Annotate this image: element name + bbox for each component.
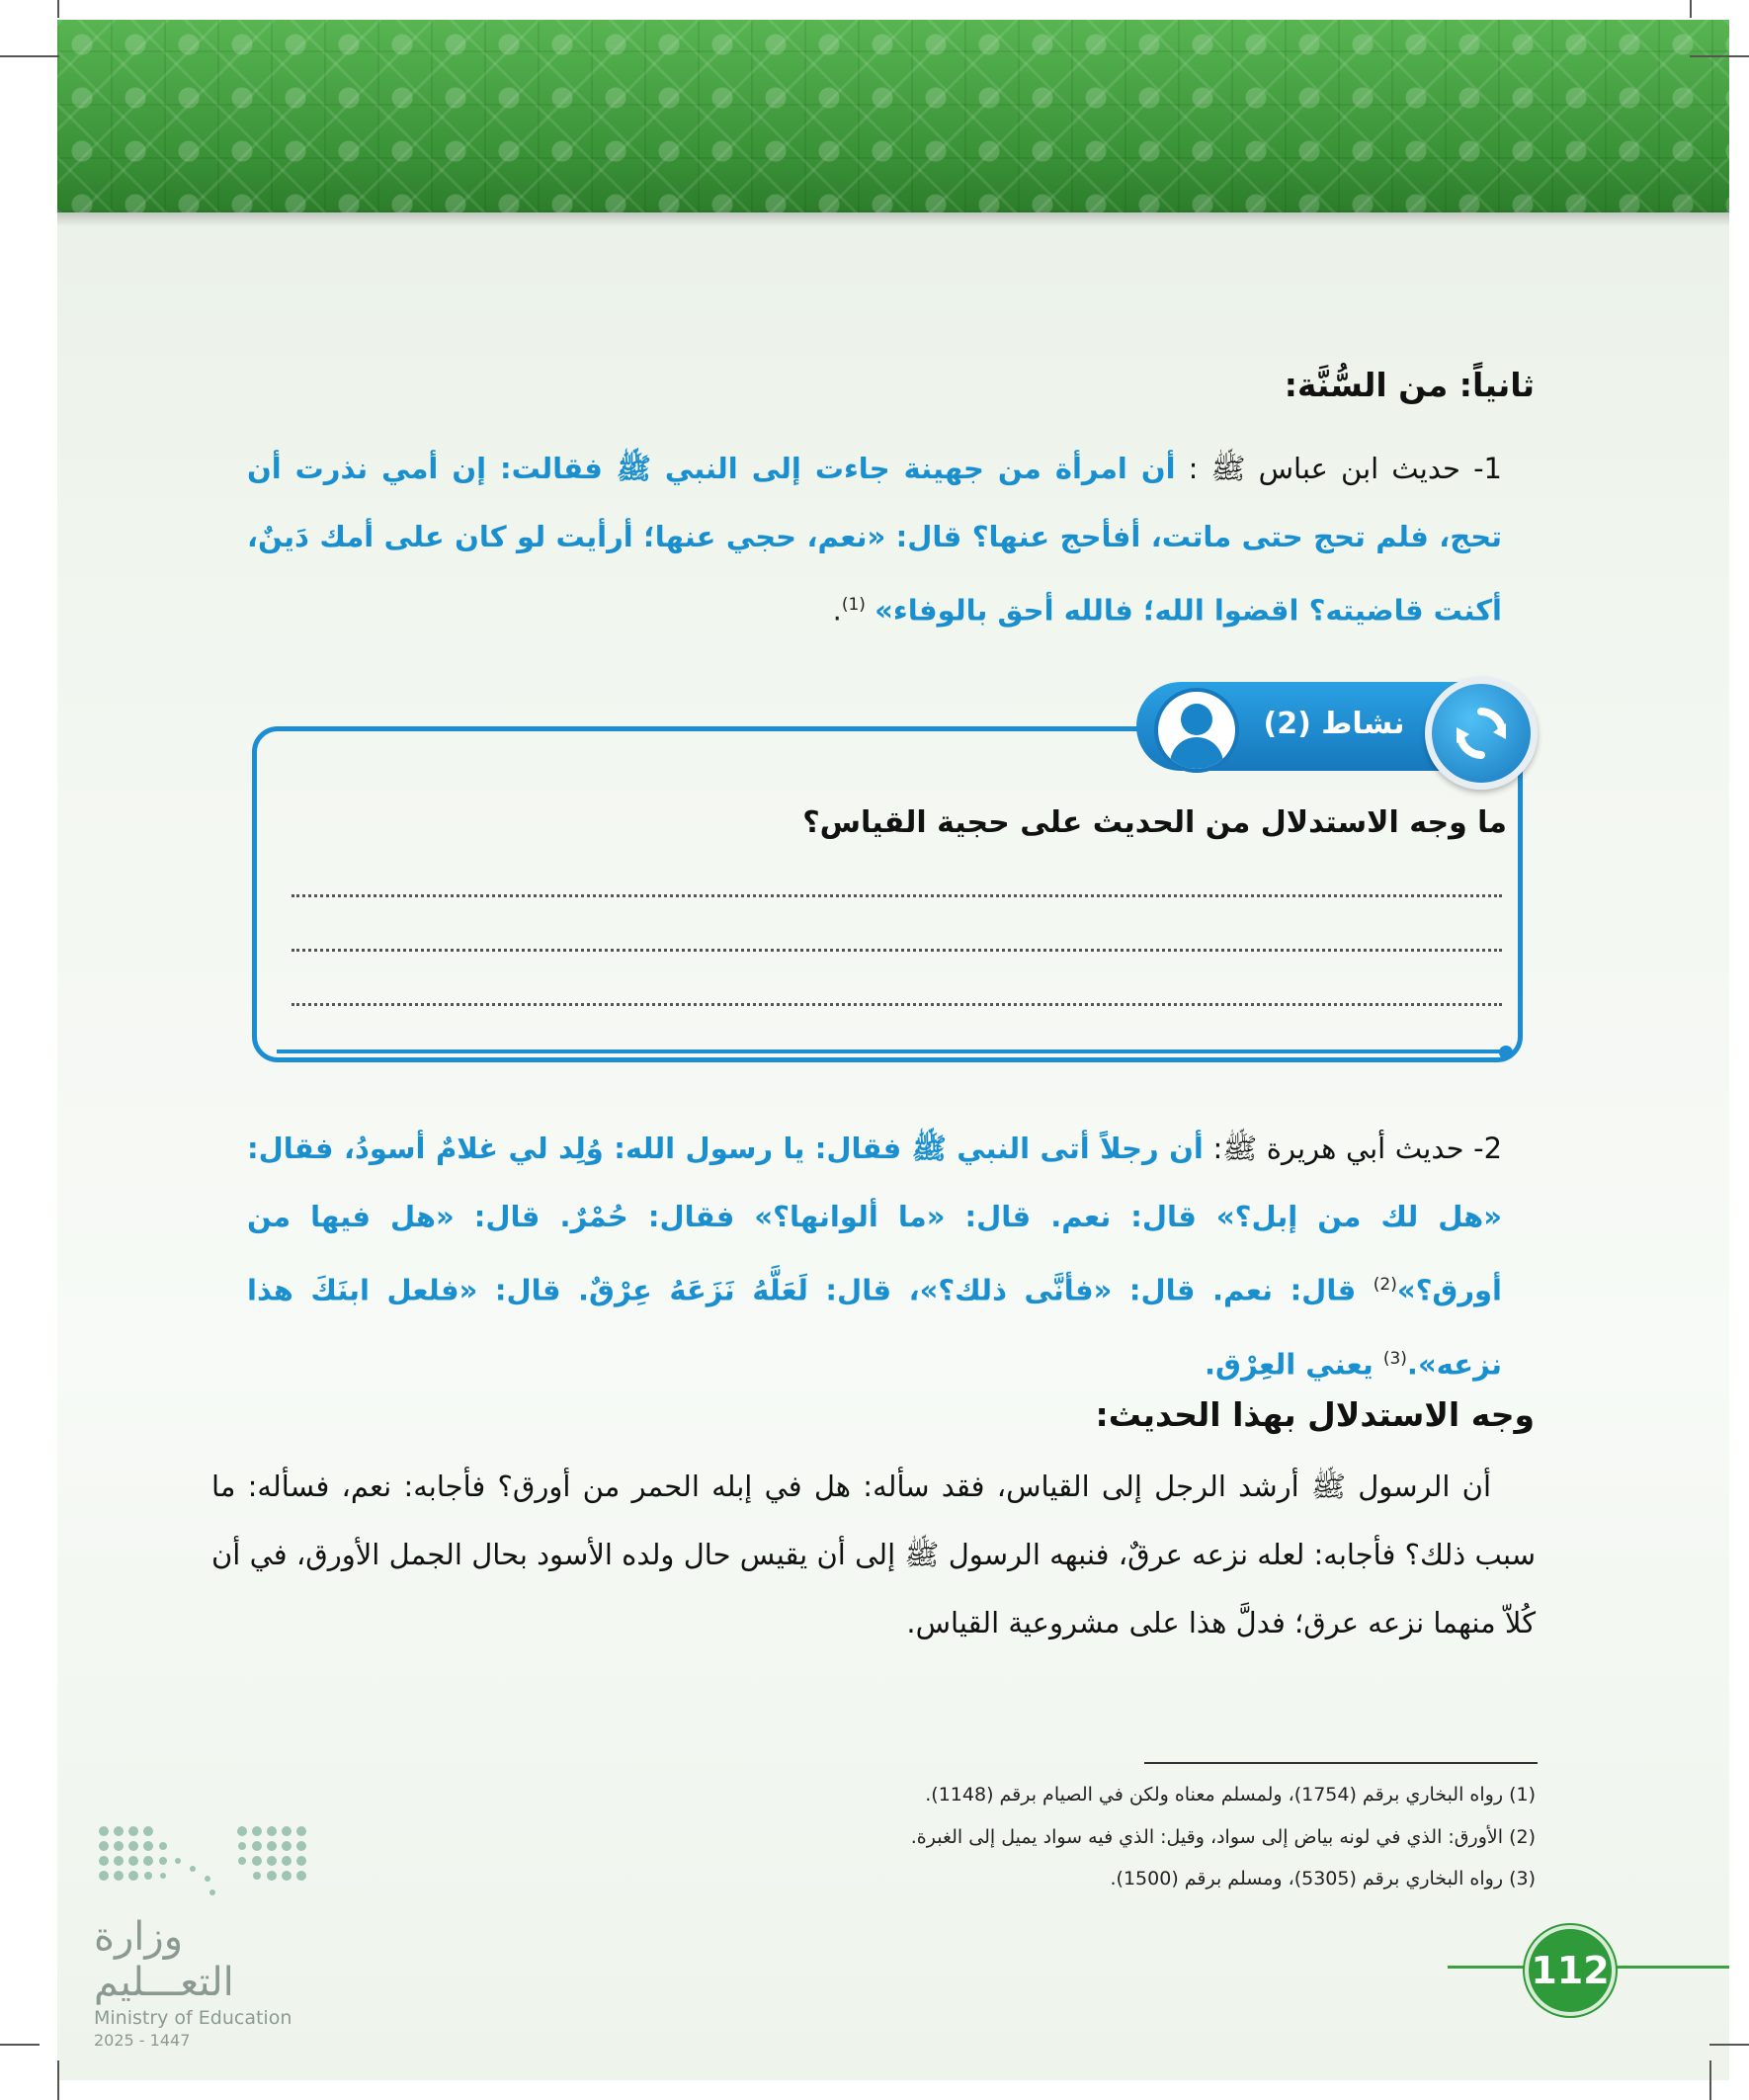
banner-shadow (57, 212, 1729, 226)
hadith-1-intro: حديث ابن عباس ﷺ : (1175, 452, 1460, 485)
footnote-1 (925, 1784, 1536, 1806)
hadith-1-end: . (832, 593, 842, 628)
hadith-1-number: 1- (1459, 452, 1502, 485)
footnote-num: (3) (1509, 1868, 1536, 1890)
crop-mark (1690, 0, 1692, 18)
ministry-arabic-name: وزارة التعـــليم (94, 1914, 234, 2005)
user-avatar-icon (1154, 688, 1239, 773)
footnote-3 (1111, 1868, 1537, 1890)
crop-mark (1709, 2044, 1749, 2046)
footnote-separator (1144, 1762, 1538, 1764)
hadith-2-text-b: قال: نعم. قال: «فأنَّى ذلك؟»، قال: لَعَلَّهُ نَزَعَهُ عِرْقٌ. قال: «فلعل ابنَكَ هذا نزعه». (247, 1273, 1502, 1382)
hadith-2-text-c: يعني العِرْق. (1205, 1347, 1383, 1382)
ministry-dots-logo-icon (94, 1821, 311, 1900)
crop-mark (1690, 55, 1749, 57)
footnote-ref-3[interactable]: (3) (1382, 1348, 1407, 1369)
footnote-num: (2) (1509, 1826, 1536, 1848)
header-banner (57, 20, 1729, 212)
hadith-2-intro: حديث أبي هريرة ﷺ: (1203, 1132, 1464, 1165)
page-number-line-right (1616, 1966, 1729, 1969)
footnote-2 (911, 1826, 1536, 1848)
crop-mark (0, 2044, 40, 2046)
hadith-1-paragraph (247, 435, 1502, 645)
page-number: 112 (1531, 1949, 1610, 1992)
footnote-num: (1) (1509, 1784, 1536, 1806)
hadith-2-paragraph (247, 1115, 1502, 1398)
footnote-ref-1[interactable]: (1) (841, 595, 866, 615)
section-heading-inference: وجه الاستدلال بهذا الحديث: (1095, 1395, 1535, 1434)
activity-underline (277, 1050, 1507, 1053)
crop-mark (0, 55, 59, 57)
crop-mark (57, 0, 59, 18)
footnote-text: الأورق: الذي في لونه بياض إلى سواد، وقيل: الذي فيه سواد يميل إلى الغبرة. (910, 1826, 1504, 1848)
ministry-year: 2025 - 1447 (94, 2031, 191, 2050)
inference-paragraph: أن الرسول ﷺ أرشد الرجل إلى القياس، فقد سأله: هل في إبله الحمر من أورق؟ فأجابه: نعم، فسأله: ما سبب ذلك؟ فأجابه: لعله نزعه عرقٌ، فنبهه الرسول ﷺ إلى أن يقيس حال ولده الأسود بحال الجمل الأورق، في أن كُلاّ منهما نزعه عرق؛ فدلَّ هذا على مشروعية القياس. (211, 1470, 1536, 1639)
footnote-text: رواه البخاري برقم (5305)، ومسلم برقم (1500). (1110, 1868, 1504, 1890)
footnote-ref-2[interactable]: (2) (1373, 1275, 1397, 1295)
ministry-english-name: Ministry of Education (94, 2007, 292, 2029)
footnote-text: رواه البخاري برقم (1754)، ولمسلم معناه ولكن في الصيام برقم (1148). (925, 1784, 1504, 1806)
activity-title: نشاط (2) (1263, 707, 1405, 741)
answer-line-3[interactable] (292, 1003, 1502, 1006)
activity-question: ما وجه الاستدلال من الحديث على حجية القياس؟ (802, 805, 1507, 840)
crop-mark (1709, 2060, 1711, 2100)
page-number-line-left (1448, 1966, 1527, 1969)
answer-line-1[interactable] (292, 894, 1502, 897)
hadith-2-number: 2- (1463, 1132, 1503, 1165)
activity-line-dot (1499, 1046, 1513, 1059)
section-heading-sunnah: ثانياً: من السُّنَّة: (1284, 366, 1535, 404)
answer-line-2[interactable] (292, 949, 1502, 952)
refresh-icon (1425, 677, 1538, 790)
crop-mark (57, 2060, 59, 2100)
hadith-2-text-a: أن رجلاً أتى النبي ﷺ فقال: يا رسول الله: وُلِد لي غلامٌ أسودُ، فقال: «هل لك من إبل؟» قال: نعم. قال: «ما ألوانها؟» فقال: حُمْرٌ. قال: «هل فيها من أورق؟» (247, 1132, 1502, 1307)
ministry-logo (94, 1821, 331, 2050)
hadith-1-text: أن امرأة من جهينة جاءت إلى النبي ﷺ فقالت: إن أمي نذرت أن تحج، فلم تحج حتى ماتت، أفأحج عنها؟ قال: «نعم، حجي عنها؛ أرأيت لو كان على أمك دَينٌ، أكنت قاضيته؟ اقضوا الله؛ فالله أحق بالوفاء» (247, 452, 1502, 628)
